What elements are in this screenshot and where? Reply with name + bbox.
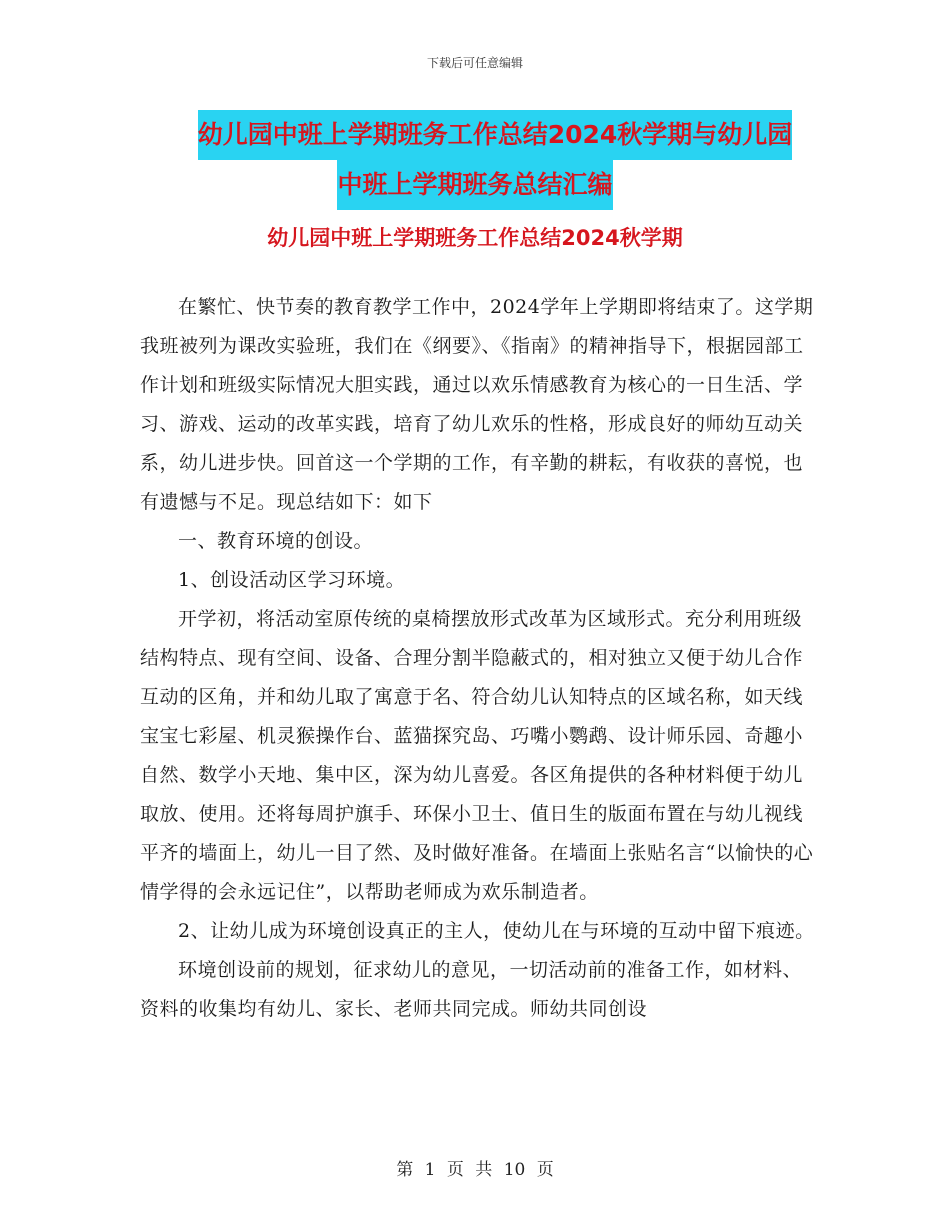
document-title-line-1: 幼儿园中班上学期班务工作总结2024秋学期与幼儿园 [198, 110, 793, 160]
document-body [140, 288, 820, 1029]
section-title: 幼儿园中班上学期班务工作总结2024秋学期 [267, 226, 683, 250]
header-note: 下载后可任意编辑 [426, 56, 523, 70]
paragraph-body-1: 开学初，将活动室原传统的桌椅摆放形式改革为区域形式。充分利用班级结构特点、现有空间、设备、合理分割半隐蔽式的，相对独立又便于幼儿合作互动的区角，并和幼儿取了寓意于名、符合幼儿认知特点的区域名称，如天线宝宝七彩屋、机灵猴操作台、蓝猫探究岛、巧嘴小鹦鹉、设计师乐园、奇趣小自然、数学小天地、集中区，深为幼儿喜爱。各区角提供的各种材料便于幼儿取放、使用。还将每周护旗手、环保小卫士、值日生的版面布置在与幼儿视线平齐的墙面上，幼儿一目了然、及时做好准备。在墙面上张贴名言“以愉快的心情学得的会永远记住”，以帮助老师成为欢乐制造者。 [140, 608, 814, 903]
paragraph-heading-1: 一、教育环境的创设。 [178, 530, 374, 552]
paragraph-body-2: 环境创设前的规划，征求幼儿的意见，一切活动前的准备工作，如材料、资料的收集均有幼儿、家长、老师共同完成。师幼共同创设 [140, 959, 803, 1020]
document-title [0, 110, 950, 210]
paragraph-intro: 在繁忙、快节奏的教育教学工作中，2024学年上学期即将结束了。这学期我班被列为课改实验班，我们在《纲要》、《指南》的精神指导下，根据园部工作计划和班级实际情况大胆实践，通过以欢乐情感教育为核心的一日生活、学习、游戏、运动的改革实践，培育了幼儿欢乐的性格，形成良好的师幼互动关系，幼儿进步快。回首这一个学期的工作，有辛勤的耕耘，有收获的喜悦，也有遗憾与不足。现总结如下：如下 [140, 296, 814, 513]
paragraph-subheading-1: 1、创设活动区学习环境。 [178, 569, 406, 591]
document-title-line-2: 中班上学期班务总结汇编 [337, 160, 612, 210]
paragraph-subheading-2: 2、让幼儿成为环境创设真正的主人，使幼儿在与环境的互动中留下痕迹。 [178, 920, 815, 942]
page-footer: 第 1 页 共 10 页 [396, 1160, 554, 1180]
